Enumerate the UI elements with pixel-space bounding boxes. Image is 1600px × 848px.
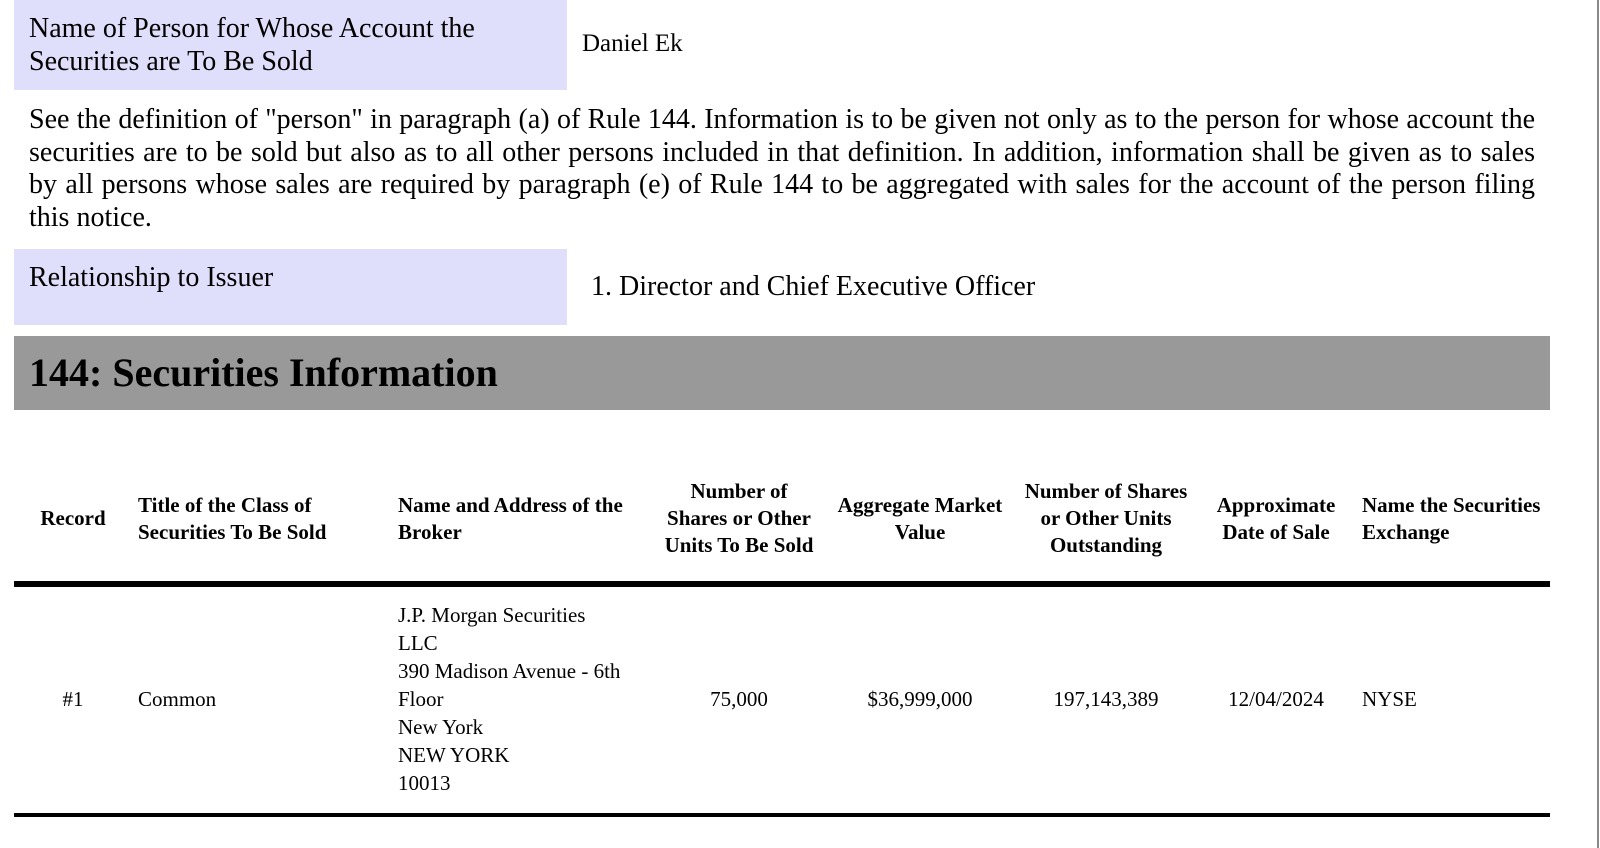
person-name-value: Daniel Ek [582, 30, 683, 57]
relationship-label: Relationship to Issuer [14, 249, 567, 325]
relationship-row [14, 249, 1550, 325]
person-definition-instructions: See the definition of "person" in paragraph (a) of Rule 144. Information is to be given not only as to the person for whose account the securities are to be sold but also as to all other persons included in that definition. In addition, information shall be given as to sales by all persons whose sales are required by paragraph (e) of Rule 144 to be aggregated with sales for the account of the person filing this notice. [29, 104, 1535, 233]
cell-aggregate-market-value: $36,999,000 [824, 584, 1016, 815]
securities-information-table [14, 456, 1550, 817]
cell-title-of-class: Common [132, 584, 392, 815]
header-date-of-sale: Approximate Date of Sale [1196, 456, 1356, 584]
header-shares-to-be-sold: Number of Shares or Other Units To Be Sold [654, 456, 824, 584]
header-broker: Name and Address of the Broker [392, 456, 654, 584]
cell-date-of-sale: 12/04/2024 [1196, 584, 1356, 815]
cell-securities-exchange: NYSE [1356, 584, 1550, 815]
relationship-value: 1. Director and Chief Executive Officer [591, 271, 1036, 302]
person-name-row [14, 0, 1550, 90]
cell-shares-to-be-sold: 75,000 [654, 584, 824, 815]
header-shares-outstanding: Number of Shares or Other Units Outstanding [1016, 456, 1196, 584]
broker-address-line-2: Floor [398, 687, 444, 711]
broker-name-line-2: LLC [398, 631, 438, 655]
table-row [14, 584, 1550, 815]
section-title: 144: Securities Information [29, 350, 498, 395]
header-record: Record [14, 456, 132, 584]
cell-record: #1 [14, 584, 132, 815]
broker-zip: 10013 [398, 771, 451, 795]
securities-information-header [14, 336, 1550, 410]
cell-shares-outstanding: 197,143,389 [1016, 584, 1196, 815]
cell-broker [392, 584, 654, 815]
person-name-label: Name of Person for Whose Account the Securities are To Be Sold [14, 0, 567, 90]
broker-address-line-1: 390 Madison Avenue - 6th [398, 659, 621, 683]
broker-state: NEW YORK [398, 743, 510, 767]
broker-name-line-1: J.P. Morgan Securities [398, 603, 586, 627]
broker-city: New York [398, 715, 484, 739]
window-scroll-edge [1597, 0, 1599, 848]
header-aggregate-market-value: Aggregate Market Value [824, 456, 1016, 584]
header-title-of-class: Title of the Class of Securities To Be Sold [132, 456, 392, 584]
table-header-row [14, 456, 1550, 584]
header-securities-exchange: Name the Securities Exchange [1356, 456, 1550, 584]
